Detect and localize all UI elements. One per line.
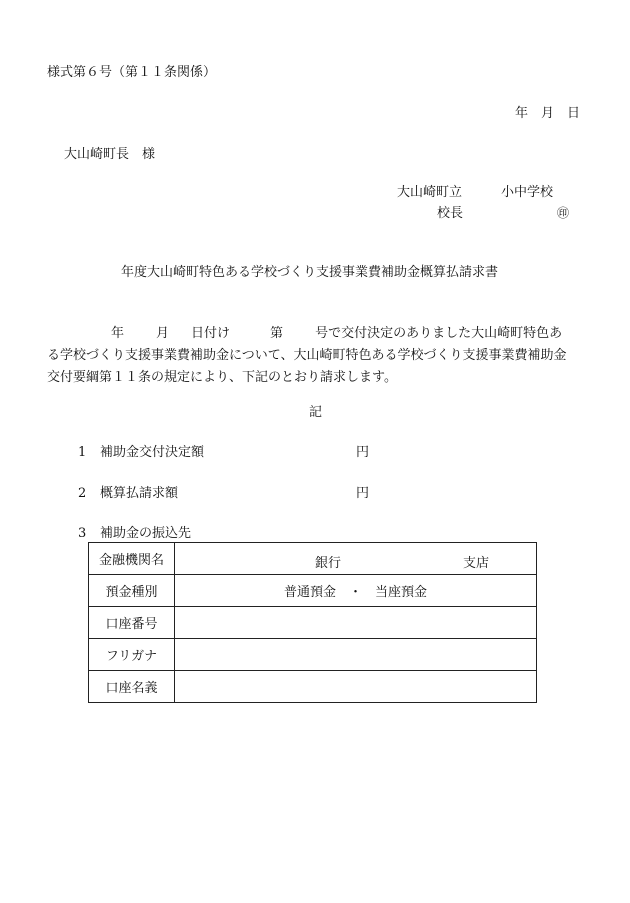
bank-name-field[interactable] (175, 543, 537, 575)
item-1-unit: 円 (356, 445, 370, 460)
item-2-label: 概算払請求額 (100, 486, 179, 501)
line1-rest: 号で交付決定のありました大山崎町特色あ (315, 326, 563, 341)
item-2-num: 2 (78, 486, 87, 501)
item-1-num: 1 (78, 445, 87, 460)
request-paragraph (47, 323, 587, 389)
table-row (89, 671, 537, 703)
date-year: 年 (111, 326, 125, 341)
item-3-label: 補助金の振込先 (100, 526, 192, 541)
row-label-bank-name: 金融機関名 (89, 543, 175, 575)
furigana-field[interactable] (175, 639, 537, 671)
table-row (89, 543, 537, 575)
date-month: 月 (156, 326, 170, 341)
form-label: 様式第６号（第１１条関係） (47, 65, 217, 80)
paragraph-line-3: 交付要綱第１１条の規定により、下記のとおり請求します。 (47, 370, 397, 385)
date-line: 年 月 日 (515, 106, 581, 121)
number-prefix: 第 (270, 326, 284, 341)
bank-suffix: 銀行 (315, 556, 342, 571)
row-label-furigana: フリガナ (89, 639, 175, 671)
branch-suffix: 支店 (463, 556, 490, 571)
deposit-type-field[interactable]: 普通預金 ・ 当座預金 (175, 575, 537, 607)
item-3-num: 3 (78, 526, 87, 541)
paragraph-line-2: る学校づくり支援事業費補助金について、大山崎町特色ある学校づくり支援事業費補助金 (47, 348, 567, 363)
date-day: 日付け (191, 326, 231, 341)
table-row (89, 607, 537, 639)
item-2-unit: 円 (356, 486, 370, 501)
paragraph-line-1 (47, 323, 587, 345)
sender-school: 大山崎町立 小中学校 (397, 185, 554, 200)
sender-principal: 校長 (437, 206, 464, 221)
item-1-label: 補助金交付決定額 (100, 445, 205, 460)
row-label-account-number: 口座番号 (89, 607, 175, 639)
bank-transfer-table (88, 542, 537, 703)
addressee: 大山崎町長 様 (64, 147, 156, 162)
seal-mark: ㊞ (557, 206, 570, 220)
document-title: 年度大山崎町特色ある学校づくり支援事業費補助金概算払請求書 (121, 265, 499, 280)
ki-heading: 記 (309, 405, 323, 420)
account-holder-field[interactable] (175, 671, 537, 703)
account-number-field[interactable] (175, 607, 537, 639)
row-label-deposit-type: 預金種別 (89, 575, 175, 607)
row-label-account-holder: 口座名義 (89, 671, 175, 703)
table-row (89, 575, 537, 607)
table-row (89, 639, 537, 671)
